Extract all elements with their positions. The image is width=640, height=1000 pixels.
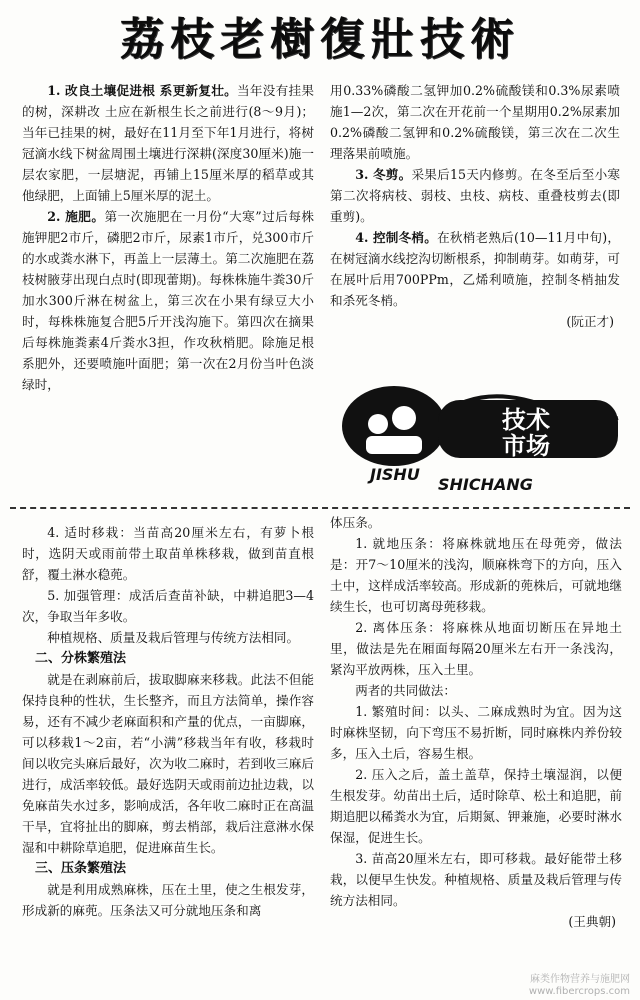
article-lychee-left-column (22, 80, 314, 500)
paragraph-aftercare: 2. 压入之后，盖土盖草，保持土壤湿润，以便生根发芽。幼苗出土后，适时除草、松土和追肥，前期追肥以稀粪水为宜，后期氮、钾兼施，必要时淋水保湿，促进生长。 (330, 767, 622, 845)
paragraph-layering-intro-continued: 体压条。 (330, 515, 381, 530)
paragraph-division-method: 就是在剥麻前后，拔取脚麻来移栽。此法不但能保持良种的性状，生长整齐，而且方法简单，操作容易，还有不减少老麻面积和产量的优点，一亩脚麻，可以移栽1～2亩，若“小满”移栽当年有收，移栽时间以收完头麻后最好，次为收二麻时，若到收三麻后进行，成活率较低。最好选阴天或雨前边扯边栽，以免麻苗失水过多，影响成活，各年收二麻时正在高温干旱，宜将扯出的脚麻，剪去梢部，栽后注意淋水保湿和中耕除草追肥，促进麻苗生长。 (22, 672, 314, 855)
logo-pinyin-jishu: JISHU (370, 465, 420, 484)
paragraph-fertilize (22, 206, 314, 395)
article-ramie-left-column (22, 522, 314, 977)
paragraph-management: 5. 加强管理：成活后查苗补缺，中耕追肥3—4次，争取当年多收。 (22, 588, 314, 624)
logo-figure-head-right (392, 406, 416, 430)
page-title: 荔枝老樹復壯技術 (120, 14, 520, 65)
logo-figure-bodies (366, 436, 422, 454)
paragraph-soil-heading: 1. 改良土壤促进根 系更新复壮。 (47, 83, 238, 98)
heading-division-method: 二、分株繁殖法 (35, 651, 127, 666)
paragraph-planting-spec: 种植规格、质量及栽后管理与传统方法相同。 (47, 630, 300, 645)
paragraph-winter-shoot (330, 227, 620, 311)
paragraph-winter-shoot-heading: 4. 控制冬梢。 (355, 230, 438, 245)
paragraph-timing: 1. 繁殖时间：以头、二麻成熟时为宜。因为这时麻株坚韧，向下弯压不易折断，同时麻株内养份较多，压入土后，容易生根。 (330, 704, 622, 761)
tech-market-logo (330, 378, 626, 496)
paragraph-in-place-layering: 1. 就地压条：将麻株就地压在母蔸旁，做法是：开7～10厘米的浅沟，顺麻株弯下的方向，压入土中，这样成活率较高。形成新的蔸株后，可就地继续生长，也可切离母蔸移栽。 (330, 536, 622, 614)
paragraph-winter-prune (330, 164, 620, 227)
article-lychee-right-column (330, 80, 620, 370)
paragraph-layering-intro: 就是利用成熟麻株，压在土里，使之生根发芽，形成新的麻蔸。压条法又可分就地压条和离 (22, 882, 314, 918)
watermark-url: www.fibercrops.com (528, 986, 630, 997)
paragraph-fertilize-body: 第一次施肥在一月份“大寒”过后每株施钾肥2市斤，磷肥2市斤，尿素1市斤，兑300市斤的水或粪水淋下，再盖上一层薄土。第二次施肥在荔枝树腋芽出现白点时(即现蕾期)。每株株施牛粪30斤加水300斤淋在树盆上，第三次在小果有绿豆大小时，每株株施复合肥5斤开浅沟施下。第四次在摘果后每株施粪素4斤粪水3担，作攻秋梢肥。除施足根系肥外，还要喷施叶面肥；第一次在2月份当叶色淡绿时， (22, 209, 314, 392)
logo-title-line2: 市场 (502, 432, 550, 460)
watermark-site-name: 麻类作物营养与施肥网 (530, 974, 630, 985)
heading-layering-method: 三、压条繁殖法 (35, 861, 127, 876)
paragraph-winter-shoot-body: 在秋梢老熟后(10—11月中旬)，在树冠滴水线挖沟切断根系，抑制萌芽。如萌芽，可在展叶后用700PPm，乙烯利喷施，控制冬梢抽发和杀死冬梢。 (330, 230, 620, 308)
paragraph-winter-prune-body: 采果后15天内修剪。在冬至后至小寒第二次将病枝、弱枝、虫枝、病枝、重叠枝剪去(即重剪)。 (330, 167, 620, 224)
paragraph-fertilize-heading: 2. 施肥。 (47, 209, 105, 224)
logo-figure-head-left (368, 414, 388, 434)
paragraph-detached-layering: 2. 离体压条：将麻株从地面切断压在异地土里，做法是先在厢面每隔20厘米左右开一条浅沟，紧沟平放两株，压入土里。 (330, 620, 622, 677)
paragraph-common-practice: 两者的共同做法： (355, 683, 456, 698)
paragraph-transplant: 4. 适时移栽：当苗高20厘米左右，有萝卜根时，选阴天或雨前带土取苗单株移栽，做到苗直根舒，覆土淋水稳蔸。 (22, 525, 314, 582)
section-divider (10, 507, 630, 509)
paragraph-soil (22, 80, 314, 206)
author-byline-2: (王典朝) (568, 914, 616, 929)
paragraph-soil-body: 当年没有挂果的树，深耕改 土应在新根生长之前进行(8～9月)；当年已挂果的树，最好在11月至下年1月进行，将树冠滴水线下树盆周围土壤进行深耕(深度30厘米)施一层农家肥，一层塘泥，再铺上15厘米厚的稻草或其他绿肥，上面铺上5厘米厚的泥土。 (22, 83, 314, 203)
paragraph-fertilize-continued: 用0.33%磷酸二氢钾加0.2%硫酸镁和0.3%尿素喷施1—2次，第二次在开花前一个星期用0.2%尿素加0.2%磷酸二氢钾和0.2%硫酸镁，第三次在二次生理落果前喷施。 (330, 83, 620, 161)
logo-title-line1: 技术 (502, 406, 550, 434)
paragraph-winter-prune-heading: 3. 冬剪。 (355, 167, 412, 182)
author-byline: (阮正才) (566, 314, 614, 329)
site-watermark (529, 974, 630, 998)
paragraph-transplant-timing: 3. 苗高20厘米左右，即可移栽。最好能带土移栽，以便早生快发。种植规格、质量及栽后管理与传统方法相同。 (330, 851, 622, 908)
article-ramie-right-column (330, 512, 622, 977)
logo-pinyin-shichang: SHICHANG (438, 475, 533, 494)
